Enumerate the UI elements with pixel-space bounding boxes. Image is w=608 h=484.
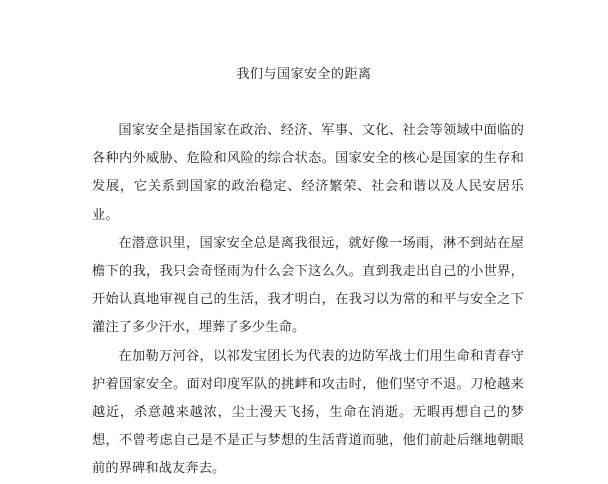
paragraph-2: 在潜意识里，国家安全总是离我很远，就好像一场雨，淋不到站在屋檐下的我，我只会奇怪雨为什么会下这么久。直到我走出自己的小世界，开始认真地审视自己的生活，我才明白，在我习以为常的和平与安全之下灌注了多少汗水，埋葬了多少生命。 — [92, 235, 524, 336]
document-body — [92, 117, 524, 484]
document-title: 我们与国家安全的距离 — [236, 67, 372, 82]
paragraph-3: 在加勒万河谷，以祁发宝团长为代表的边防军战士们用生命和青春守护着国家安全。面对印度军队的挑衅和攻击时，他们坚守不退。刀枪越来越近，杀意越来越浓，尘土漫天飞扬，生命在消逝。无暇再想自己的梦想，不曾考虑自己是不是正与梦想的生活背道而驰，他们前赴后继地朝眼前的界碑和战友奔去。 — [92, 348, 524, 477]
paragraph-1: 国家安全是指国家在政治、经济、军事、文化、社会等领域中面临的各种内外威胁、危险和风险的综合状态。国家安全的核心是国家的生存和发展，它关系到国家的政治稳定、经济繁荣、社会和谐以及人民安居乐业。 — [92, 123, 524, 223]
